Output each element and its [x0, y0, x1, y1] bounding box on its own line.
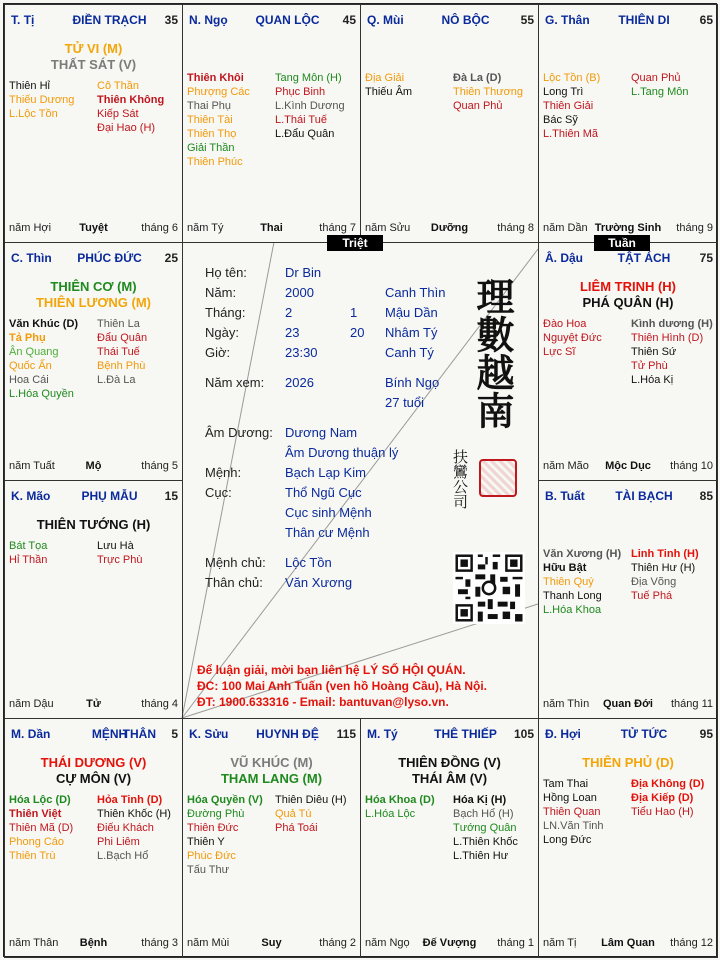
palace-footer [543, 937, 713, 951]
palace-stage: Đế Vượng [422, 937, 477, 949]
palace-stage: Thai [260, 222, 283, 234]
palace-footer [9, 937, 178, 951]
palace-name: QUAN LỘC [255, 13, 320, 27]
minor-star: Thiên Đức [187, 822, 239, 834]
palace-stage: Bệnh [79, 937, 108, 949]
palace-month: tháng 11 [670, 698, 713, 710]
palace-stage: Dưỡng [430, 222, 469, 234]
than-marker: THÂN [122, 727, 156, 741]
minor-star: Quan Phủ [631, 72, 681, 84]
minor-star: Thiên Khốc (H) [97, 808, 171, 820]
minor-star: Thiên Phúc [187, 156, 243, 168]
main-star: THIÊN CƠ (M) [50, 279, 137, 294]
minor-star: Thiên Y [187, 836, 225, 848]
palace-age: 95 [699, 727, 713, 741]
contact-line-1: Để luận giải, mời bạn liên hệ LÝ SỐ HỘI QUÁN. [197, 663, 466, 677]
palace-branch: M. Tý [367, 727, 398, 741]
palace-stage: Trường Sinh [594, 222, 662, 234]
palace-header [545, 13, 713, 29]
minor-star: Thiên Hỉ [9, 80, 50, 92]
main-stars [9, 41, 178, 73]
minor-star: Thiếu Dương [9, 94, 75, 106]
minor-star: L.Đà La [97, 374, 136, 386]
palace-name: THIÊN DI [618, 13, 670, 27]
amduong-value: Dương Nam [285, 425, 358, 440]
palace-ty2[interactable] [360, 718, 539, 958]
palace-branch: Â. Dậu [545, 251, 584, 265]
minor-star: Phượng Các [187, 86, 250, 98]
main-star: THIÊN PHỦ (D) [582, 755, 674, 770]
minor-star: Thiên Hư (H) [631, 562, 696, 574]
palace-month: tháng 9 [676, 222, 713, 234]
palace-branch: G. Thân [545, 13, 590, 27]
minor-star: Địa Không (D) [631, 778, 705, 790]
company-seal-text: 扶鸞公司 [451, 449, 469, 509]
minor-star: Hỉ Thần [9, 554, 48, 566]
minor-star: Thiên Việt [9, 808, 62, 820]
palace-header [545, 251, 713, 267]
palace-footer [543, 698, 713, 712]
minor-star: L.Hóa Lộc [365, 808, 416, 820]
hour-label: Giờ: [205, 345, 231, 360]
palace-footer [543, 222, 713, 236]
palace-branch: N. Ngọ [189, 13, 228, 27]
minor-star: Thiên Trù [9, 850, 56, 862]
view-year-can: Bính Ngọ [385, 375, 440, 390]
minor-star: L.Hóa Quyền [9, 388, 74, 400]
palace-age: 85 [699, 489, 713, 503]
minor-star: Thiên Sứ [631, 346, 677, 358]
minor-star: Tam Thai [543, 778, 589, 790]
minor-star: LN.Văn Tinh [543, 820, 604, 832]
palace-branch: C. Thìn [11, 251, 52, 265]
palace-month: tháng 4 [141, 698, 178, 710]
minor-star: Bạch Hổ (H) [453, 808, 514, 820]
palace-age: 25 [164, 251, 178, 265]
minor-star: Thái Tuế [97, 346, 140, 358]
palace-ty[interactable] [4, 4, 183, 243]
month-can: Mậu Dần [385, 305, 438, 320]
minor-star: Thiên Hình (D) [631, 332, 704, 344]
palace-branch: T. Tị [11, 13, 35, 27]
palace-year: năm Thìn [543, 698, 590, 710]
palace-hoi[interactable] [538, 718, 718, 958]
minor-star: Tiểu Hao (H) [631, 806, 694, 818]
red-seal [479, 459, 517, 497]
palace-name: THÊ THIẾP [434, 727, 497, 741]
minor-star: Kiếp Sát [97, 108, 139, 120]
view-year-value: 2026 [285, 375, 314, 390]
palace-name: PHỤ MẪU [81, 489, 138, 503]
palace-header [11, 489, 178, 505]
minor-star: Điếu Khách [97, 822, 154, 834]
palace-name: PHÚC ĐỨC [77, 251, 142, 265]
palace-stage: Tuyệt [79, 222, 108, 234]
minor-star: Tuế Phá [631, 590, 673, 602]
palace-header [545, 489, 713, 505]
palace-header [11, 727, 178, 743]
minor-star: Địa Kiếp (D) [631, 792, 694, 804]
calligraphy-logo: 理數越南 [470, 277, 515, 429]
palace-year: năm Mùi [187, 937, 230, 949]
minor-star: Lộc Tồn (B) [543, 72, 601, 84]
cuc-value: Thổ Ngũ Cục [285, 485, 362, 500]
minor-star: Đường Phù [187, 808, 245, 820]
main-star: THIÊN TƯỚNG (H) [36, 517, 151, 532]
minor-star: L.Bạch Hổ [97, 850, 149, 862]
main-star: THÁI ÂM (V) [411, 771, 488, 786]
palace-year: năm Thân [9, 937, 59, 949]
palace-age: 35 [164, 13, 178, 27]
day-lunar-value: 20 [350, 325, 365, 340]
menh-chu-label: Mệnh chủ: [205, 555, 266, 570]
palace-age: 55 [520, 13, 534, 27]
minor-star: Thiên Thương [453, 86, 524, 98]
minor-star: Thiên Mã (D) [9, 822, 74, 834]
main-star: VŨ KHÚC (M) [230, 755, 313, 770]
minor-star: L.Thiên Khốc [453, 836, 518, 848]
palace-name: MỆNH [91, 727, 128, 741]
minor-star: Phục Binh [275, 86, 326, 98]
palace-mao[interactable] [4, 480, 183, 719]
minor-star: Phá Toái [275, 822, 318, 834]
palace-tuat[interactable] [538, 480, 718, 719]
palace-age: 105 [513, 727, 534, 741]
palace-month: tháng 6 [141, 222, 178, 234]
minor-star: Đào Hoa [543, 318, 587, 330]
minor-star: Bác Sỹ [543, 114, 578, 126]
name-label: Họ tên: [205, 265, 247, 280]
minor-star: Thiếu Âm [365, 86, 413, 98]
palace-name: ĐIỀN TRẠCH [72, 13, 147, 27]
palace-age: 65 [699, 13, 713, 27]
palace-age: 75 [699, 251, 713, 265]
minor-star: Giải Thần [187, 142, 235, 154]
minor-star: Long Trì [543, 86, 584, 98]
view-age: 27 tuổi [385, 395, 425, 410]
palace-year: năm Tị [543, 937, 577, 949]
palace-branch: Q. Mùi [367, 13, 404, 27]
minor-star: Hồng Loan [543, 792, 597, 804]
palace-header [545, 727, 713, 743]
minor-star: Tướng Quân [453, 822, 517, 834]
minor-star: Hóa Lộc (D) [9, 794, 71, 806]
minor-star: Quả Tú [275, 808, 312, 820]
than-chu-value: Văn Xương [285, 575, 353, 590]
minor-star: L.Kình Dương [275, 100, 345, 112]
minor-star: Hữu Bật [543, 562, 587, 574]
minor-star: Trực Phù [97, 554, 143, 566]
minor-star: Quốc Ấn [9, 360, 52, 372]
main-stars [543, 279, 713, 311]
minor-star: Đẩu Quân [97, 332, 148, 344]
month-value: 2 [285, 305, 293, 320]
palace-header [367, 727, 534, 743]
minor-star: Thanh Long [543, 590, 602, 602]
palace-month: tháng 2 [319, 937, 356, 949]
main-stars [187, 755, 356, 787]
palace-year: năm Tý [187, 222, 224, 234]
main-star: PHÁ QUÂN (H) [582, 295, 674, 310]
year-label: Năm: [205, 285, 237, 300]
minor-star: Địa Võng [631, 576, 677, 588]
main-star: THÁI DƯƠNG (V) [40, 755, 147, 770]
palace-stage: Lâm Quan [601, 937, 655, 949]
minor-star: L.Thiên Hư [453, 850, 509, 862]
minor-star: Thiên Thọ [187, 128, 237, 140]
palace-branch: K. Mão [11, 489, 51, 503]
palace-footer [187, 937, 356, 951]
main-stars [365, 755, 534, 787]
year-value: 2000 [285, 285, 314, 300]
minor-star: Tấu Thư [187, 864, 230, 876]
main-star: CỰ MÔN (V) [55, 771, 132, 786]
name-value: Dr Bin [285, 265, 322, 280]
palace-name: TÀI BẠCH [615, 489, 673, 503]
minor-star: L.Đẩu Quân [275, 128, 335, 140]
main-star: THIÊN ĐỒNG (V) [398, 755, 501, 770]
minor-star: Thiên Khôi [187, 72, 244, 84]
palace-stage: Tử [86, 698, 101, 710]
minor-star: Cô Thần [97, 80, 139, 92]
minor-star: Lực Sĩ [543, 346, 576, 358]
minor-star: Long Đức [543, 834, 592, 846]
horoscope-board [3, 3, 717, 957]
palace-header [189, 13, 356, 29]
triet-tag: Triệt [327, 235, 383, 251]
palace-month: tháng 3 [141, 937, 178, 949]
contact-phone-email[interactable]: ĐT: 1900.633316 - Email: bantuvan@lyso.vn. [197, 695, 449, 709]
minor-star: Phi Liêm [97, 836, 140, 848]
minor-star: L.Hóa Kị [631, 374, 674, 386]
minor-star: Thiên La [97, 318, 140, 330]
minor-star: L.Thiên Mã [543, 128, 599, 140]
month-lunar-value: 1 [350, 305, 358, 320]
day-value: 23 [285, 325, 300, 340]
tuan-tag: Tuần [594, 235, 650, 251]
day-label: Ngày: [205, 325, 239, 340]
main-stars [9, 517, 178, 533]
cuc-note: Cục sinh Mệnh [285, 505, 372, 520]
minor-star: Bát Tọa [9, 540, 48, 552]
main-stars [9, 755, 178, 787]
main-star: THAM LANG (M) [220, 771, 323, 786]
main-stars [9, 279, 178, 311]
contact-address: ĐC: 100 Mai Anh Tuấn (ven hồ Hoàng Cầu), Hà Nội. [197, 679, 488, 693]
menh-label: Mệnh: [205, 465, 242, 480]
menh-chu-value: Lộc Tồn [285, 555, 332, 570]
minor-star: Tử Phù [631, 360, 668, 372]
palace-header [189, 727, 356, 743]
palace-branch: M. Dần [11, 727, 51, 741]
minor-star: Thiên Quan [543, 806, 601, 818]
palace-year: năm Mão [543, 460, 589, 472]
minor-star: Kình dương (H) [631, 318, 713, 330]
minor-star: Địa Giải [365, 72, 405, 84]
palace-stage: Quan Đới [603, 698, 653, 710]
palace-month: tháng 7 [319, 222, 356, 234]
main-stars [543, 755, 713, 771]
palace-header [11, 13, 178, 29]
main-star: THẤT SÁT (V) [50, 57, 137, 72]
amduong-label: Âm Dương: [205, 425, 273, 440]
palace-name: TỬ TỨC [620, 727, 668, 741]
minor-star: Tả Phụ [9, 332, 46, 344]
minor-star: Văn Xương (H) [543, 548, 622, 560]
palace-year: năm Tuất [9, 460, 55, 472]
palace-mui[interactable] [360, 4, 539, 243]
palace-branch: B. Tuất [545, 489, 585, 503]
minor-star: L.Hóa Khoa [543, 604, 602, 616]
main-star: THIÊN LƯƠNG (M) [35, 295, 152, 310]
cuc-label: Cục: [205, 485, 232, 500]
palace-stage: Mộc Dục [605, 460, 651, 472]
palace-footer [543, 460, 713, 474]
than-chu-label: Thân chủ: [205, 575, 263, 590]
view-year-label: Năm xem: [205, 375, 265, 390]
palace-branch: Đ. Hợi [545, 727, 581, 741]
palace-footer [9, 460, 178, 474]
minor-star: L.Tang Môn [631, 86, 689, 98]
minor-star: Hoa Cái [9, 374, 49, 386]
palace-footer [9, 698, 178, 712]
palace-year: năm Dậu [9, 698, 54, 710]
minor-star: Thiên Không [97, 94, 165, 106]
palace-dan[interactable] [4, 718, 183, 958]
palace-stage: Mộ [85, 460, 102, 472]
palace-than[interactable] [538, 4, 718, 243]
palace-header [11, 251, 178, 267]
minor-star: Linh Tinh (H) [631, 548, 699, 560]
amduong-note: Âm Dương thuận lý [285, 445, 399, 460]
month-label: Tháng: [205, 305, 246, 320]
qr-code [453, 552, 525, 624]
palace-age: 5 [171, 727, 178, 741]
minor-star: Thiên Giải [543, 100, 594, 112]
palace-footer [365, 222, 534, 236]
palace-thin[interactable] [4, 242, 183, 481]
hour-value: 23:30 [285, 345, 318, 360]
palace-name: HUYNH ĐỆ [256, 727, 319, 741]
palace-stage: Suy [261, 937, 282, 949]
palace-month: tháng 1 [497, 937, 534, 949]
minor-star: Phúc Đức [187, 850, 236, 862]
minor-star: Lưu Hà [97, 540, 134, 552]
palace-month: tháng 12 [670, 937, 713, 949]
palace-ngo[interactable] [182, 4, 361, 243]
palace-year: năm Hợi [9, 222, 52, 234]
palace-branch: K. Sửu [189, 727, 229, 741]
palace-footer [9, 222, 178, 236]
minor-star: Hóa Khoa (D) [365, 794, 435, 806]
day-can: Nhâm Tý [385, 325, 438, 340]
palace-year: năm Dần [543, 222, 588, 234]
menh-value: Bạch Lạp Kim [285, 465, 366, 480]
minor-star: Đà La (D) [453, 72, 502, 84]
palace-month: tháng 8 [497, 222, 534, 234]
minor-star: Hóa Quyền (V) [187, 794, 263, 806]
minor-star: Thai Phụ [187, 100, 232, 112]
palace-age: 45 [342, 13, 356, 27]
minor-star: Thiên Quý [543, 576, 594, 588]
palace-month: tháng 10 [670, 460, 713, 472]
minor-star: Hóa Kị (H) [453, 794, 507, 806]
palace-age: 115 [336, 727, 356, 741]
palace-age: 15 [164, 489, 178, 503]
minor-star: L.Thái Tuế [275, 114, 327, 126]
main-star: TỬ VI (M) [64, 41, 123, 56]
palace-month: tháng 5 [141, 460, 178, 472]
minor-star: Đại Hao (H) [97, 122, 156, 134]
minor-star: Hỏa Tinh (D) [97, 794, 163, 806]
minor-star: Văn Khúc (D) [9, 318, 79, 330]
minor-star: Ân Quang [9, 346, 59, 358]
than-cu-note: Thân cư Mệnh [285, 525, 370, 540]
minor-star: Phong Cáo [9, 836, 65, 848]
minor-star: Bệnh Phù [97, 360, 146, 372]
minor-star: Thiên Tài [187, 114, 233, 126]
main-star: LIÊM TRINH (H) [579, 279, 677, 294]
minor-star: Tang Môn (H) [275, 72, 342, 84]
palace-suu[interactable] [182, 718, 361, 958]
palace-year: năm Sửu [365, 222, 411, 234]
center-info-panel [183, 243, 539, 719]
palace-dau[interactable] [538, 242, 718, 481]
minor-star: L.Lộc Tồn [9, 108, 58, 120]
minor-star: Thiên Diêu (H) [275, 794, 347, 806]
minor-star: Quan Phủ [453, 100, 503, 112]
palace-footer [187, 222, 356, 236]
palace-year: năm Ngọ [365, 937, 410, 949]
minor-star: Nguyệt Đức [543, 332, 602, 344]
palace-name: NÔ BỘC [441, 13, 490, 27]
palace-header [367, 13, 534, 29]
hour-can: Canh Tý [385, 345, 434, 360]
palace-footer [365, 937, 534, 951]
year-can: Canh Thìn [385, 285, 446, 300]
palace-name: TẬT ÁCH [617, 251, 671, 265]
